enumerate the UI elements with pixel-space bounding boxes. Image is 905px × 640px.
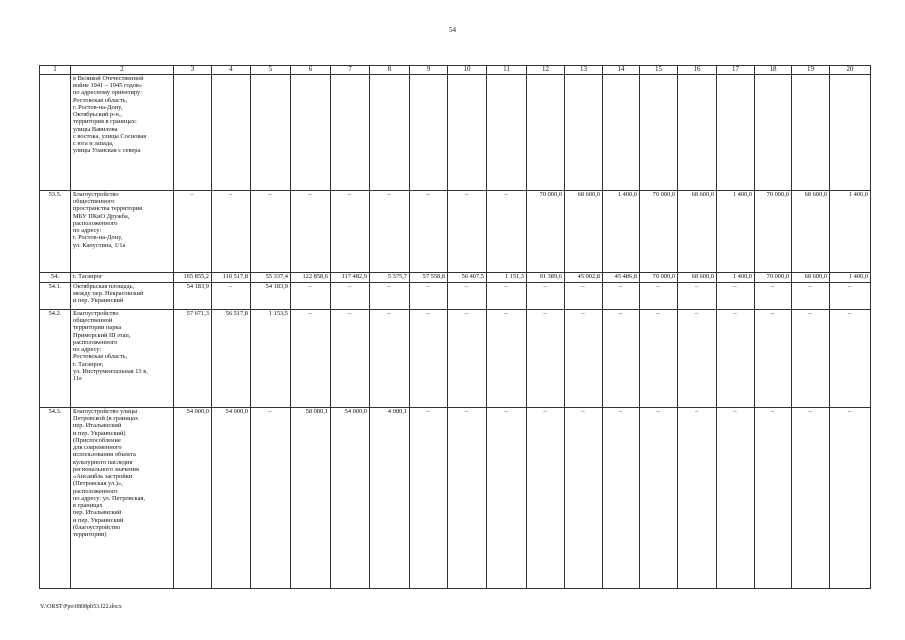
value-cell	[830, 75, 871, 191]
table-row	[40, 191, 871, 273]
header-cell: 20	[830, 66, 871, 75]
value-cell: –	[792, 408, 830, 589]
value-cell: 68 600,0	[792, 191, 830, 273]
value-cell: –	[370, 191, 410, 273]
value-cell: –	[410, 283, 448, 310]
header-cell: 3	[174, 66, 212, 75]
table-row	[40, 273, 871, 283]
header-cell: 4	[212, 66, 251, 75]
value-cell	[331, 75, 370, 191]
value-cell: 68 600,0	[792, 273, 830, 283]
column-number-header	[40, 66, 871, 75]
table-row	[40, 75, 871, 191]
value-cell: –	[527, 408, 565, 589]
value-cell: 54 000,0	[174, 408, 212, 589]
header-cell: 17	[717, 66, 755, 75]
value-cell	[487, 75, 527, 191]
value-cell: –	[370, 310, 410, 408]
value-cell: –	[717, 408, 755, 589]
header-cell: 10	[448, 66, 487, 75]
value-cell: –	[527, 283, 565, 310]
row-number-cell: 54.2.	[40, 310, 71, 408]
value-cell: 68 600,0	[565, 191, 603, 273]
value-cell: –	[830, 310, 871, 408]
header-cell: 15	[640, 66, 678, 75]
value-cell: 1 400,0	[717, 273, 755, 283]
header-cell: 14	[603, 66, 640, 75]
value-cell: 1 400,0	[717, 191, 755, 273]
value-cell: 54 183,9	[251, 283, 291, 310]
value-cell: –	[640, 310, 678, 408]
header-cell: 5	[251, 66, 291, 75]
value-cell: –	[251, 191, 291, 273]
value-cell: –	[755, 408, 792, 589]
value-cell: –	[251, 408, 291, 589]
value-cell: –	[603, 310, 640, 408]
value-cell: –	[830, 408, 871, 589]
value-cell	[640, 75, 678, 191]
table-row	[40, 310, 871, 408]
value-cell: 122 858,6	[291, 273, 331, 283]
value-cell: –	[212, 191, 251, 273]
value-cell: 91 389,6	[527, 273, 565, 283]
value-cell: 55 337,4	[251, 273, 291, 283]
row-number-cell: 54.1.	[40, 283, 71, 310]
value-cell: –	[678, 408, 717, 589]
header-cell: 13	[565, 66, 603, 75]
value-cell: 110 517,8	[212, 273, 251, 283]
value-cell: 1 400,0	[603, 191, 640, 273]
value-cell: –	[792, 310, 830, 408]
value-cell: 45 902,8	[565, 273, 603, 283]
value-cell	[527, 75, 565, 191]
value-cell: –	[487, 408, 527, 589]
row-number-cell	[40, 75, 71, 191]
value-cell: –	[212, 283, 251, 310]
value-cell: 45 486,8	[603, 273, 640, 283]
value-cell: –	[565, 408, 603, 589]
value-cell: 70 000,0	[527, 191, 565, 273]
value-cell: –	[527, 310, 565, 408]
header-cell: 7	[331, 66, 370, 75]
value-cell	[410, 75, 448, 191]
value-cell: –	[640, 283, 678, 310]
file-path-footer: Y:\ORST\Ppo\0808pb53.f22.docx	[40, 604, 122, 610]
value-cell: –	[487, 191, 527, 273]
value-cell	[603, 75, 640, 191]
value-cell: 56 517,8	[212, 310, 251, 408]
value-cell: –	[792, 283, 830, 310]
value-cell: 54 183,9	[174, 283, 212, 310]
value-cell: –	[448, 191, 487, 273]
value-cell: –	[448, 283, 487, 310]
value-cell: –	[678, 283, 717, 310]
value-cell	[678, 75, 717, 191]
value-cell: 117 482,9	[331, 273, 370, 283]
description-cell: Благоустройство общественной территории парка Приморский III этап, расположенного по адресу: Ростовская область, г. Таганрог, ул. Инструментальная 13 в, 11е	[71, 310, 174, 408]
value-cell: –	[678, 310, 717, 408]
row-number-cell: 54.	[40, 273, 71, 283]
value-cell: –	[291, 310, 331, 408]
value-cell: –	[331, 310, 370, 408]
header-cell: 12	[527, 66, 565, 75]
value-cell: –	[410, 408, 448, 589]
table-row	[40, 283, 871, 310]
description-cell: Благоустройство общественного пространства территории МБУ ПКиО Дружба, расположенного по адресу: г. Ростов-на-Дону, ул. Капустина, 1/1а	[71, 191, 174, 273]
value-cell: 56 407,5	[448, 273, 487, 283]
value-cell: 70 000,0	[640, 273, 678, 283]
value-cell	[717, 75, 755, 191]
header-cell: 6	[291, 66, 331, 75]
header-cell: 16	[678, 66, 717, 75]
header-cell: 8	[370, 66, 410, 75]
value-cell: 70 000,0	[640, 191, 678, 273]
header-cell: 9	[410, 66, 448, 75]
description-cell: г. Таганрог	[71, 273, 174, 283]
value-cell: 54 000,0	[331, 408, 370, 589]
value-cell: 5 375,7	[370, 273, 410, 283]
header-cell: 1	[40, 66, 71, 75]
value-cell: –	[410, 191, 448, 273]
value-cell: –	[331, 283, 370, 310]
value-cell: 68 600,0	[678, 273, 717, 283]
header-cell: 18	[755, 66, 792, 75]
value-cell: 1 151,3	[487, 273, 527, 283]
value-cell: –	[370, 283, 410, 310]
value-cell: –	[331, 191, 370, 273]
value-cell: 1 153,5	[251, 310, 291, 408]
description-cell: Октябрьская площадь, между пер. Некрасовский и пер. Украинский	[71, 283, 174, 310]
table-row	[40, 408, 871, 589]
value-cell: –	[174, 191, 212, 273]
value-cell: –	[291, 191, 331, 273]
value-cell: –	[448, 408, 487, 589]
value-cell: –	[717, 310, 755, 408]
value-cell	[565, 75, 603, 191]
header-cell: 11	[487, 66, 527, 75]
row-number-cell: 53.5.	[40, 191, 71, 273]
value-cell: –	[830, 283, 871, 310]
value-cell: –	[565, 310, 603, 408]
value-cell: –	[448, 310, 487, 408]
budget-table	[39, 65, 871, 589]
value-cell: –	[565, 283, 603, 310]
value-cell: 57 671,3	[174, 310, 212, 408]
value-cell	[212, 75, 251, 191]
value-cell: 58 080,1	[291, 408, 331, 589]
description-cell: Благоустройство улицы Петровской (в границах пер. Итальянский и пер. Украинский) (Приспособление для современного использования объекта культурного наследия регионального значения «Ансамбль застройки (Петровская ул.)», расположенного по адресу: ул. Петровская, в границах пер. Итальянский и пер. Украинский (благоустройство территории)	[71, 408, 174, 589]
value-cell: 68 600,0	[678, 191, 717, 273]
value-cell: –	[487, 283, 527, 310]
value-cell: –	[603, 408, 640, 589]
value-cell	[755, 75, 792, 191]
value-cell	[792, 75, 830, 191]
header-cell: 2	[71, 66, 174, 75]
value-cell: 70 000,0	[755, 273, 792, 283]
value-cell: –	[755, 283, 792, 310]
row-number-cell: 54.3.	[40, 408, 71, 589]
value-cell: 165 855,2	[174, 273, 212, 283]
value-cell	[291, 75, 331, 191]
value-cell: –	[291, 283, 331, 310]
value-cell: –	[410, 310, 448, 408]
value-cell: 4 080,1	[370, 408, 410, 589]
value-cell: 54 000,0	[212, 408, 251, 589]
value-cell: –	[640, 408, 678, 589]
value-cell: –	[487, 310, 527, 408]
value-cell	[174, 75, 212, 191]
value-cell	[448, 75, 487, 191]
value-cell: 57 558,8	[410, 273, 448, 283]
value-cell: 1 400,0	[830, 273, 871, 283]
value-cell: –	[717, 283, 755, 310]
value-cell: –	[755, 310, 792, 408]
value-cell	[370, 75, 410, 191]
description-cell: в Великой Отечественной войне 1941 – 1945 годов» по адресному ориентиру: Ростовская область, г. Ростов-на-Дону, Октябрьский р-н., территория в границах: улицы Вавилова с востока, улицы Сосновая с юга и запада, улицы Уланская с севера	[71, 75, 174, 191]
value-cell: 1 400,0	[830, 191, 871, 273]
value-cell: –	[603, 283, 640, 310]
header-cell: 19	[792, 66, 830, 75]
value-cell	[251, 75, 291, 191]
page-number: 54	[449, 26, 456, 34]
value-cell: 70 000,0	[755, 191, 792, 273]
